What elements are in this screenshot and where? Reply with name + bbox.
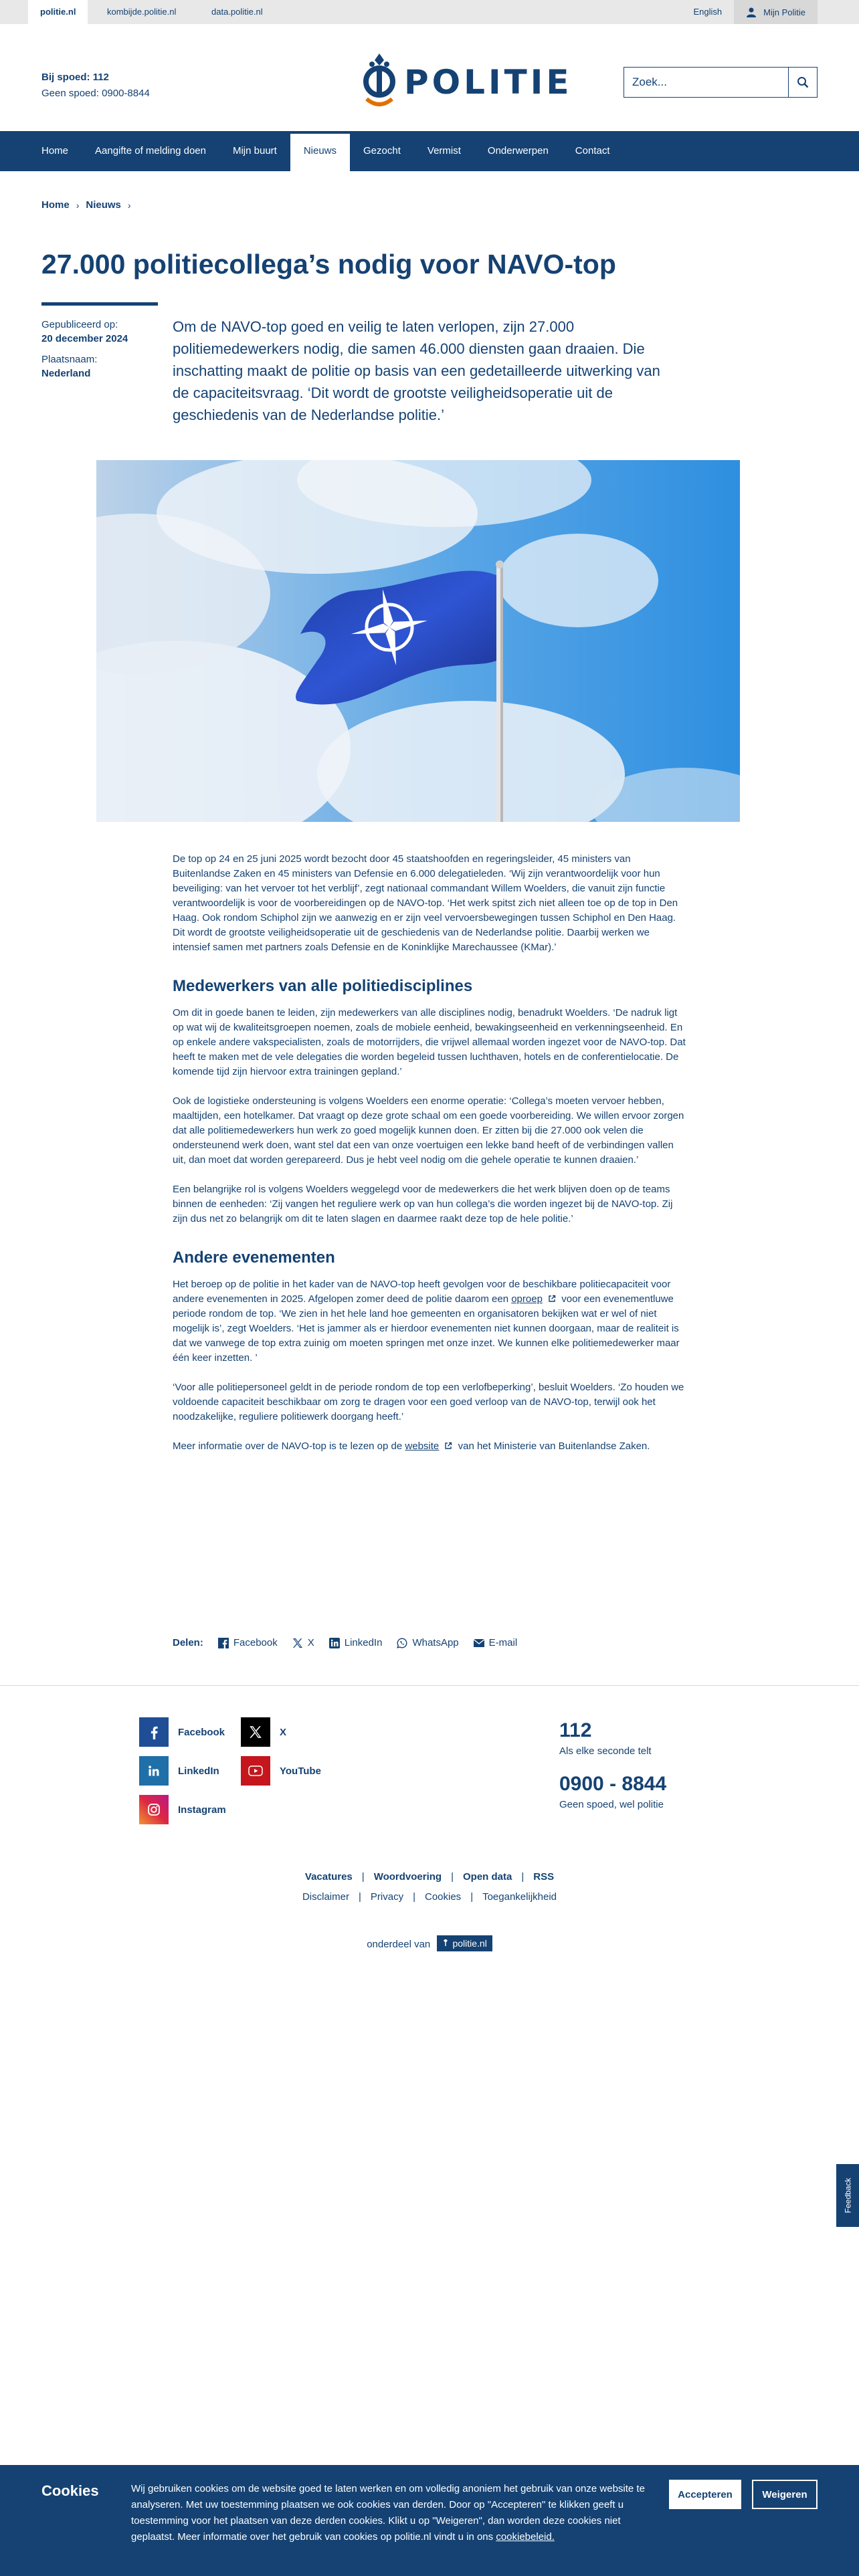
- breadcrumb: [41, 199, 131, 211]
- footer-links: Vacatures | Woordvoering | Open data | RSS Disclaimer | Privacy | Cookies | Toegankelijkheid: [302, 1871, 557, 1903]
- feedback-tab[interactable]: [836, 2164, 859, 2227]
- social-facebook[interactable]: [139, 1717, 225, 1747]
- politie-emblem-icon: [442, 1939, 449, 1947]
- page-title: 27.000 politiecollega’s nodig voor NAVO-top: [41, 249, 616, 280]
- footer-link-disclaimer[interactable]: Disclaimer: [302, 1891, 349, 1903]
- paragraph: [173, 1439, 686, 1454]
- nav-aangifte[interactable]: Aangifte of melding doen: [95, 145, 206, 156]
- top-bar: [0, 0, 859, 24]
- tab-kombijde[interactable]: kombijde.politie.nl: [107, 7, 177, 17]
- search-icon: [797, 76, 809, 88]
- nav-nieuws[interactable]: Nieuws: [290, 131, 350, 171]
- paragraph: ‘Voor alle politiepersoneel geldt in de periode rondom de top een verlofbeperking’, besluit Woelders. ‘Zo houden we voldoende capaciteit beschikbaar om zorg te dragen voor een goed verloop van de NAVO-top, terwijl ook het noodzakelijke, reguliere politiewerk doorgang heeft.’: [173, 1382, 684, 1422]
- share-x[interactable]: [292, 1637, 314, 1648]
- share-linkedin-label: LinkedIn: [344, 1637, 383, 1648]
- footer-link-privacy[interactable]: Privacy: [370, 1891, 404, 1903]
- tab-data[interactable]: data.politie.nl: [211, 7, 263, 17]
- main-nav: [0, 131, 859, 171]
- nav-gezocht[interactable]: Gezocht: [363, 145, 401, 156]
- footer-divider: [0, 1685, 859, 1686]
- emergency-number[interactable]: 112: [559, 1719, 592, 1741]
- share-whatsapp[interactable]: [397, 1637, 458, 1648]
- share-linkedin[interactable]: [329, 1637, 383, 1648]
- nav-contact[interactable]: Contact: [575, 145, 610, 156]
- place-label: Plaatsnaam:: [41, 354, 98, 365]
- politie-logo[interactable]: [355, 51, 573, 107]
- search-box: [624, 67, 818, 98]
- published-label: Gepubliceerd op:: [41, 319, 118, 330]
- share-email-label: E-mail: [488, 1637, 518, 1648]
- facebook-icon: [139, 1717, 169, 1747]
- chevron-right-icon: ›: [127, 199, 131, 211]
- mijn-politie-button[interactable]: [734, 0, 818, 24]
- mijn-politie-label: Mijn Politie: [763, 7, 805, 17]
- politie-nl-badge-label: politie.nl: [452, 1938, 487, 1949]
- politie-emblem-icon: [355, 51, 404, 107]
- external-link-icon: [548, 1295, 556, 1303]
- share-x-label: X: [307, 1637, 314, 1648]
- social-linkedin-label: LinkedIn: [178, 1765, 219, 1777]
- share-facebook-label: Facebook: [233, 1637, 278, 1648]
- article-body: [173, 852, 686, 1469]
- search-input[interactable]: [624, 68, 788, 97]
- x-icon: [241, 1717, 270, 1747]
- article-lead: Om de NAVO-top goed en veilig te laten verlopen, zijn 27.000 politiemedewerkers nodig, die samen 46.000 diensten gaan draaien. Die inschatting maakt de politie op basis van een gedetailleerde uitwerking van de capaciteitsvraag. ‘Dit wordt de grootste veiligheidsoperatie uit de geschiedenis van de Nederlandse politie.’: [173, 318, 660, 423]
- paragraph-text: Het beroep op de politie in het kader van de NAVO-top heeft gevolgen voor de beschikbare politiecapaciteit voor andere evenementen in 2025. Afgelopen zomer deed de politie daarom een: [173, 1279, 671, 1305]
- hero-image-nato-flag: [96, 460, 740, 822]
- published-date: 20 december 2024: [41, 333, 128, 344]
- speed-label: Bij spoed:: [41, 72, 90, 83]
- footer-link-cookies[interactable]: Cookies: [424, 1891, 462, 1903]
- oproep-link[interactable]: oproep: [511, 1293, 543, 1305]
- breadcrumb-home[interactable]: Home: [41, 199, 70, 211]
- x-icon: [292, 1638, 303, 1648]
- feedback-label: Feedback: [843, 2177, 853, 2214]
- share-whatsapp-label: WhatsApp: [412, 1637, 459, 1648]
- user-icon: [746, 7, 757, 17]
- paragraph: Ook de logistieke ondersteuning is volgens Woelders een enorme operatie: ‘Collega’s moeten vervoer hebben, maaltijden, een hotelkamer. Dat vraagt op deze grote schaal om een goede voorbereiding. We willen ervoor zorgen dat alle politiemedewerkers hun werk zo goed mogelijk kunnen doen. Er zitten bij die 27.000 ook velen die ondersteunend werk doen, want stel dat een van onze voertuigen een lekke band heeft of de verbindingen vallen uit, dan moet dat worden gerepareerd. Dus je hebt veel nodig om die gehele operatie te kunnen draaien.’: [173, 1095, 684, 1166]
- emergency-info: [41, 70, 150, 102]
- onderdeel-label: onderdeel van: [367, 1939, 431, 1950]
- paragraph-text: Meer informatie over de NAVO-top is te lezen op de: [173, 1440, 403, 1452]
- chevron-right-icon: ›: [76, 199, 80, 211]
- nonurgent-number: Geen spoed: 0900-8844: [41, 88, 150, 99]
- breadcrumb-nieuws[interactable]: Nieuws: [86, 199, 121, 211]
- social-linkedin[interactable]: [139, 1756, 219, 1786]
- social-facebook-label: Facebook: [178, 1726, 225, 1738]
- social-youtube[interactable]: [241, 1756, 321, 1786]
- share-facebook[interactable]: [218, 1637, 278, 1648]
- tab-politie[interactable]: politie.nl: [28, 0, 88, 24]
- website-link[interactable]: website: [405, 1440, 440, 1452]
- nav-mijn-buurt[interactable]: Mijn buurt: [232, 145, 277, 156]
- site-header: [0, 24, 859, 131]
- social-youtube-label: YouTube: [280, 1765, 321, 1777]
- cookiebeleid-link[interactable]: cookiebeleid.: [496, 2531, 555, 2543]
- linkedin-icon: [329, 1638, 340, 1648]
- emergency-text: Als elke seconde telt: [559, 1745, 652, 1757]
- paragraph: Een belangrijke rol is volgens Woelders weggelegd voor de medewerkers die het werk blijven doen op de teams binnen de eenheden: ‘Zij vangen het reguliere werk op van hun collega’s die worden ingezet bij de NAVO-top. Zij zijn dus net zo belangrijk om dit te laten slagen en daarmee raakt deze top de hele politie.’: [173, 1184, 673, 1224]
- accept-cookies-button[interactable]: Accepteren: [669, 2480, 741, 2509]
- share-email[interactable]: [474, 1637, 518, 1648]
- share-label: Delen:: [173, 1637, 203, 1648]
- linkedin-icon: [139, 1756, 169, 1786]
- footer-contact: [559, 1717, 666, 1812]
- nav-onderwerpen[interactable]: Onderwerpen: [487, 145, 549, 156]
- external-link-icon: [444, 1442, 452, 1450]
- social-x[interactable]: [241, 1717, 286, 1747]
- email-icon: [474, 1638, 484, 1648]
- nav-vermist[interactable]: Vermist: [427, 145, 461, 156]
- section-heading: Medewerkers van alle politiedisciplines: [173, 977, 473, 995]
- whatsapp-icon: [397, 1638, 407, 1648]
- place-value: Nederland: [41, 368, 91, 379]
- nonurgent-text: Geen spoed, wel politie: [559, 1799, 664, 1810]
- footer-link-vacatures[interactable]: Vacatures: [304, 1871, 353, 1883]
- paragraph: De top op 24 en 25 juni 2025 wordt bezocht door 45 staatshoofden en regeringsleider, 45 ministers van Buitenlandse Zaken en 45 ministers van Defensie en 6.000 delegatieleden. ‘Wij zijn verantwoordelijk voor hun beveiliging: van het vervoer tot het verblijf’, zegt nationaal commandant Willem Woelders, die vanuit zijn functie verantwoordelijk is voor de voorbereidingen op de NAVO-top. ‘Het werk spitst zich niet alleen toe op de top in Den Haag. Ook rondom Schiphol zijn we aanwezig en er zijn veel vervoersbewegingen tussen Schiphol en Den Haag. Dit wordt de grootste veiligheidsoperatie uit de geschiedenis van de Nederlandse politie. Daarbij werken we intensief samen met partners zoals Defensie en de Koninklijke Marechaussee (KMar).’: [173, 853, 678, 953]
- reject-cookies-button[interactable]: Weigeren: [752, 2480, 818, 2509]
- social-instagram-label: Instagram: [178, 1804, 226, 1816]
- youtube-icon: [241, 1756, 270, 1786]
- cookie-title: Cookies: [41, 2482, 99, 2499]
- nav-home[interactable]: Home: [41, 145, 69, 156]
- nonurgent-number-footer[interactable]: 0900 - 8844: [559, 1773, 667, 1795]
- cookie-text: [131, 2481, 653, 2545]
- politie-nl-badge[interactable]: [437, 1935, 492, 1951]
- facebook-icon: [218, 1638, 229, 1648]
- language-switch[interactable]: English: [693, 7, 723, 17]
- footer-link-open-data[interactable]: Open data: [462, 1871, 512, 1883]
- instagram-icon: [139, 1795, 169, 1824]
- section-heading: Andere evenementen: [173, 1249, 335, 1267]
- social-x-label: X: [280, 1726, 287, 1738]
- logo-wordmark: POLITIE: [404, 63, 573, 102]
- share-bar: [173, 1637, 517, 1648]
- social-instagram[interactable]: [139, 1795, 226, 1824]
- footer-link-woordvoering[interactable]: Woordvoering: [373, 1871, 442, 1883]
- cookie-banner: [0, 2465, 859, 2576]
- paragraph: [173, 1277, 686, 1366]
- speed-number: 112: [92, 72, 109, 83]
- footer-link-toegankelijkheid[interactable]: Toegankelijkheid: [482, 1891, 557, 1903]
- onderdeel-van: [0, 1935, 859, 1951]
- paragraph-text: voor een evenementluwe periode rondom de top. ‘We zien in het hele land hoe gemeenten en organisatoren bekijken wat er wel of niet mogelijk is’, zegt Woelders. ‘Het is jammer als er hierdoor evenementen niet kunnen doorgaan, maar de realiteit is dat we vanwege de top extra zuinig om moeten springen met onze inzet. We kunnen elke politiemedewerker maar één keer inzetten. ’: [173, 1293, 680, 1364]
- cookie-text-body: Wij gebruiken cookies om de website goed te laten werken en om volledig anoniem het gebruik van onze website te analyseren. Met uw toestemming plaatsen we ook cookies van derden. Door op "Accepteren" te klikken geeft u toestemming voor het plaatsen van deze derden cookies. Klikt u op "Weigeren", dan worden deze cookies niet geplaatst. Meer informatie over het gebruik van cookies op politie.nl vindt u in ons: [131, 2483, 645, 2543]
- article-meta: [41, 302, 158, 381]
- footer-link-rss[interactable]: RSS: [533, 1871, 555, 1883]
- paragraph: Om dit in goede banen te leiden, zijn medewerkers van alle disciplines nodig, benadrukt Woelders. ‘De nadruk ligt op wat wij de kwaliteitsgroepen noemen, zoals de mobiele eenheid, bewakingseenheid en verkenningseenheid. En op enkele andere vakspecialisten, zoals de motorrijders, die vrijwel allemaal worden ingezet voor de NAVO-top. Dat heeft te maken met de vele delegaties die worden begeleid tussen luchthaven, hotels en de conferentielocatie. De komende tijd zijn hiervoor extra trainingen gepland.’: [173, 1007, 686, 1077]
- search-button[interactable]: [788, 68, 817, 97]
- paragraph-text: van het Ministerie van Buitenlandse Zaken.: [458, 1440, 650, 1452]
